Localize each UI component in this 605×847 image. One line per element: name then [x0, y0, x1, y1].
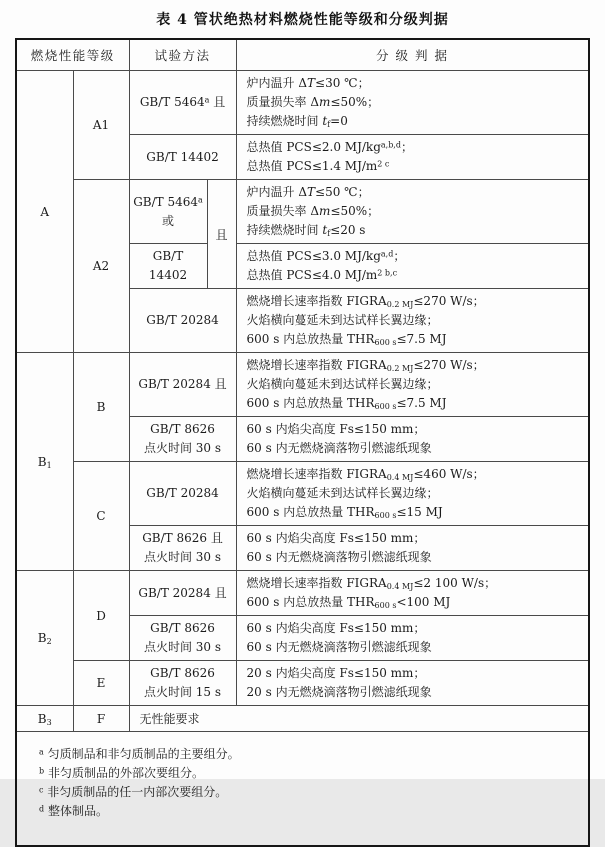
criteria-cell	[236, 244, 589, 289]
table-row	[16, 571, 589, 616]
method-cell	[129, 616, 236, 661]
method-line: GB/T 8626	[150, 422, 215, 436]
method-line: GB/T 8626	[150, 621, 215, 635]
method-line: GB/T 14402	[148, 249, 188, 282]
criteria-line: 600 s 内总放热量 $THR_{600 s}\le 7.5$ MJ	[246, 396, 447, 411]
criteria-cell	[236, 180, 589, 244]
method-line: GB/T 5464$^a$ 且	[139, 95, 226, 109]
criteria-line: 60 s 内焰尖高度 Fs≤150 mm；	[246, 531, 426, 545]
subgrade-d: D	[73, 571, 129, 661]
criteria-line: 炉内温升 ΔT≤50 ℃；	[246, 185, 370, 199]
grade-group-b1: $B_1$	[16, 353, 73, 571]
criteria-line: 燃烧增长速率指数 $FIGRA_{0.4 MJ}\le 2$ 100 W/s；	[246, 576, 497, 591]
criteria-line: 总热值 PCS≤1.4 $MJ/m^{2 c}$	[246, 159, 390, 173]
table-row	[16, 353, 589, 417]
method-line: GB/T 8626 且	[142, 531, 223, 545]
joint-and-cell: 且	[207, 180, 236, 289]
subgrade-b: B	[73, 353, 129, 462]
header-grade: 燃烧性能等级	[16, 39, 129, 71]
method-cell	[129, 289, 236, 353]
table-row	[16, 71, 589, 135]
method-cell	[129, 571, 236, 616]
method-cell	[129, 353, 236, 417]
criteria-line: 20 s 内无燃烧滴落物引燃滤纸现象	[246, 685, 432, 699]
criteria-cell	[236, 616, 589, 661]
grade-group-b2: $B_2$	[16, 571, 73, 706]
method-line: GB/T 5464$^a$ 或	[133, 194, 203, 228]
method-cell	[129, 71, 236, 135]
table-row	[16, 462, 589, 526]
criteria-line: 质量损失率 Δm≤50%；	[246, 204, 380, 218]
criteria-line: 60 s 内无燃烧滴落物引燃滤纸现象	[246, 441, 432, 455]
footnote-c: $^c$ 非匀质制品的任一内部次要组分。	[39, 785, 228, 799]
method-line: 点火时间 30 s	[143, 640, 222, 654]
method-cell	[129, 180, 207, 244]
criteria-line: 600 s 内总放热量 $THR_{600 s}<100$ MJ	[246, 595, 451, 610]
method-cell	[129, 661, 236, 706]
criteria-cell	[236, 417, 589, 462]
table-row	[16, 661, 589, 706]
table-row	[16, 180, 589, 244]
method-line: 点火时间 30 s	[143, 441, 222, 455]
method-line: GB/T 20284	[146, 313, 219, 327]
criteria-line: 持续燃烧时间 $t_f\le 20$ s	[246, 223, 366, 238]
criteria-cell	[236, 571, 589, 616]
criteria-line: 持续燃烧时间 $t_f=0$	[246, 114, 348, 129]
criteria-cell	[236, 71, 589, 135]
method-line: GB/T 20284 且	[138, 585, 227, 600]
criteria-line: 火焰横向蔓延未到达试样长翼边缘；	[246, 486, 439, 500]
method-cell	[129, 526, 236, 571]
criteria-line: 600 s 内总放热量 $THR_{600 s}\le 7.5$ MJ	[246, 332, 447, 347]
method-line: 点火时间 30 s	[143, 550, 222, 564]
criteria-line: 燃烧增长速率指数 $FIGRA_{0.2 MJ}\le 270$ W/s；	[246, 294, 485, 309]
criteria-line: 20 s 内焰尖高度 Fs≤150 mm；	[246, 666, 426, 680]
criteria-line: 燃烧增长速率指数 $FIGRA_{0.4 MJ}\le 460$ W/s；	[246, 467, 485, 482]
grade-group-a: A	[16, 71, 73, 353]
method-cell	[129, 135, 236, 180]
method-cell	[129, 244, 207, 289]
footnote-a: $^a$ 匀质制品和非匀质制品的主要组分。	[39, 747, 240, 761]
header-row	[16, 39, 589, 71]
criteria-cell	[236, 353, 589, 417]
no-requirement-cell: 无性能要求	[129, 706, 589, 732]
method-cell	[129, 462, 236, 526]
method-line: GB/T 20284	[146, 486, 219, 500]
table-row	[16, 706, 589, 732]
footnote-d: $^d$ 整体制品。	[39, 804, 108, 818]
criteria-cell	[236, 289, 589, 353]
criteria-line: 火焰横向蔓延未到达试样长翼边缘；	[246, 313, 439, 327]
classification-table	[15, 38, 590, 847]
criteria-line: 火焰横向蔓延未到达试样长翼边缘；	[246, 377, 439, 391]
method-cell	[129, 417, 236, 462]
criteria-line: 总热值 PCS≤4.0 $MJ/m^{2 b,c}$	[246, 268, 398, 282]
subgrade-c: C	[73, 462, 129, 571]
method-line: 点火时间 15 s	[143, 685, 222, 699]
criteria-line: 燃烧增长速率指数 $FIGRA_{0.2 MJ}\le 270$ W/s；	[246, 358, 485, 373]
subgrade-f: F	[73, 706, 129, 732]
criteria-cell	[236, 135, 589, 180]
subgrade-a2: A2	[73, 180, 129, 353]
table-title: 表 4 管状绝热材料燃烧性能等级和分级判据	[156, 12, 449, 28]
method-line: GB/T 8626	[150, 666, 215, 680]
header-method: 试验方法	[129, 39, 236, 71]
method-line: GB/T 14402	[146, 149, 219, 164]
grade-group-b3: $B_3$	[16, 706, 73, 732]
criteria-line: 60 s 内无燃烧滴落物引燃滤纸现象	[246, 640, 432, 654]
criteria-line: 总热值 PCS≤2.0 MJ/kg$^{a,b,d}$；	[246, 140, 413, 154]
criteria-line: 质量损失率 Δm≤50%；	[246, 95, 380, 109]
criteria-line: 60 s 内焰尖高度 Fs≤150 mm；	[246, 621, 426, 635]
footnotes	[16, 732, 589, 847]
criteria-line: 60 s 内焰尖高度 Fs≤150 mm；	[246, 422, 426, 436]
method-line: GB/T 20284 且	[138, 377, 227, 391]
header-criteria: 分 级 判 据	[236, 39, 589, 71]
criteria-line: 60 s 内无燃烧滴落物引燃滤纸现象	[246, 550, 432, 564]
criteria-cell	[236, 526, 589, 571]
criteria-cell	[236, 462, 589, 526]
criteria-line: 总热值 PCS≤3.0 MJ/kg$^{a,d}$；	[246, 249, 406, 263]
footnote-b: $^b$ 非匀质制品的外部次要组分。	[39, 766, 204, 780]
notes-row	[16, 732, 589, 847]
criteria-line: 炉内温升 ΔT≤30 ℃；	[246, 76, 370, 90]
subgrade-a1: A1	[73, 71, 129, 180]
subgrade-e: E	[73, 661, 129, 706]
criteria-line: 600 s 内总放热量 $THR_{600 s}\le 15$ MJ	[246, 505, 443, 520]
criteria-cell	[236, 661, 589, 706]
